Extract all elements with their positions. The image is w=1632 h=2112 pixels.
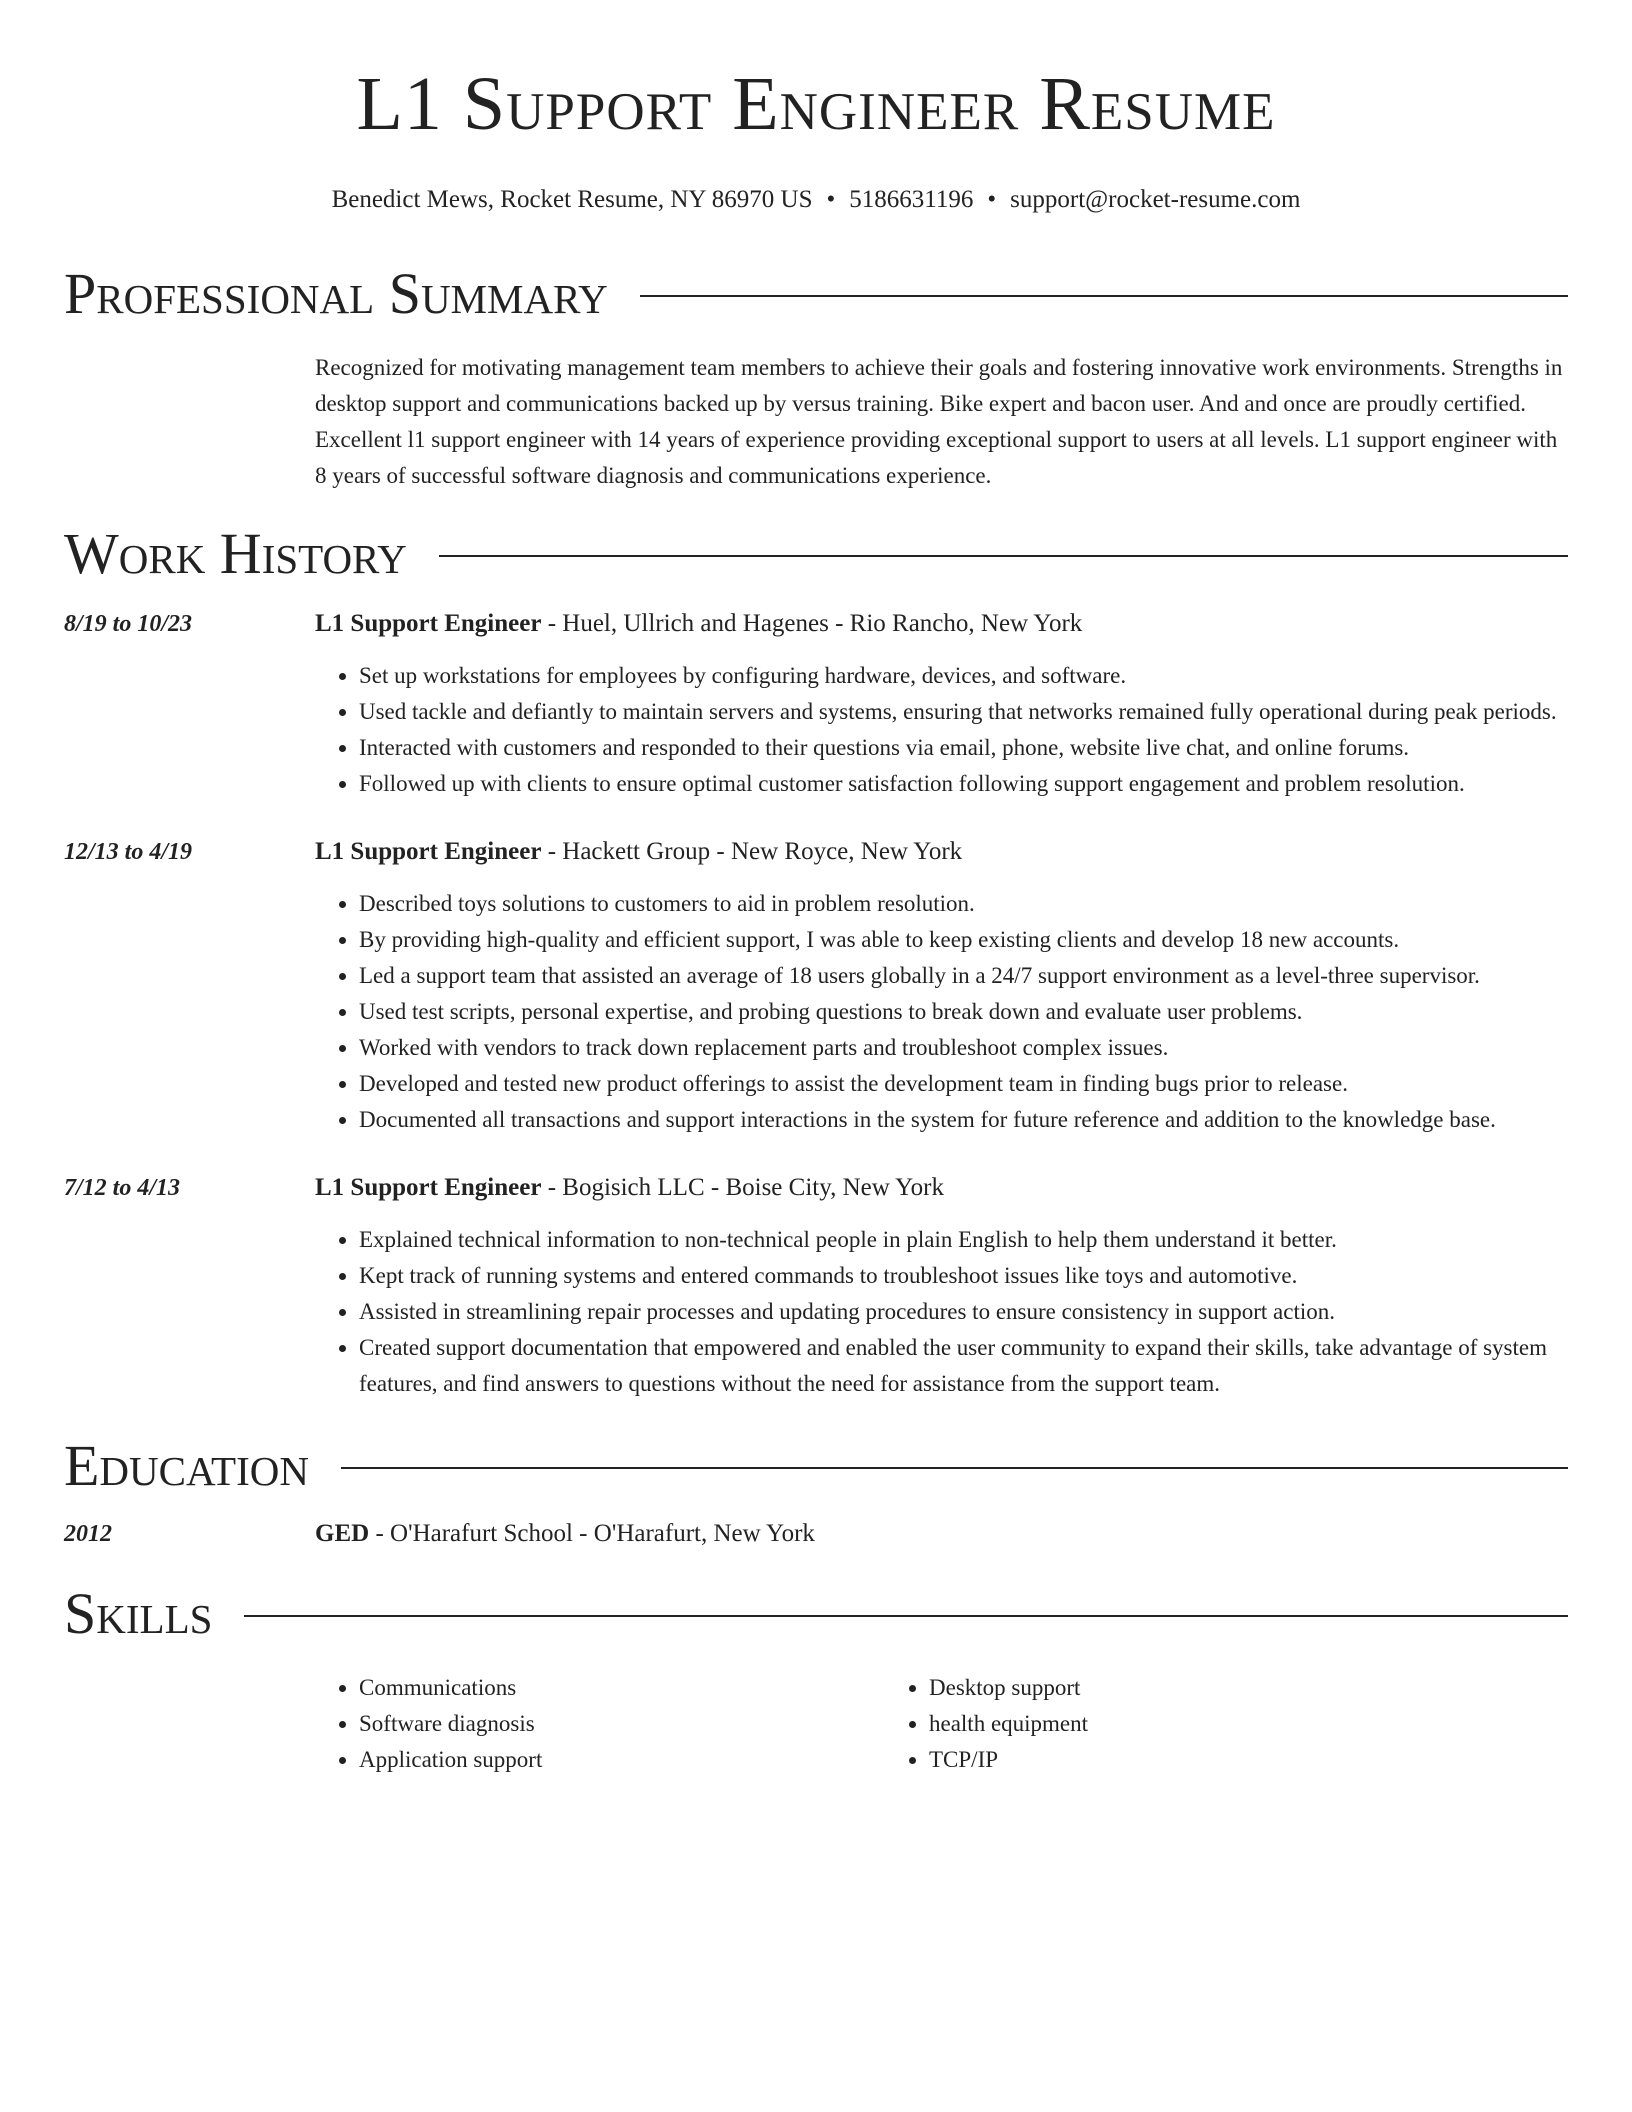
job-details: - Hackett Group - New Royce, New York <box>541 838 963 865</box>
resume-title: L1 Support Engineer Resume <box>356 62 1276 146</box>
job-entry <box>64 1172 1568 1402</box>
job-title: L1 Support Engineer <box>315 610 542 637</box>
job-dates: 8/19 to 10/23 <box>64 611 193 637</box>
job-title: L1 Support Engineer <box>315 838 542 865</box>
skills-column-left <box>315 1670 885 1778</box>
contact-email: support@rocket-resume.com <box>1010 186 1301 213</box>
job-bullet: • Used tackle and defiantly to maintain servers and systems, ensuring that networks remained fully operational during peak periods. <box>359 694 1568 730</box>
skills-section-header <box>64 1580 1568 1648</box>
job-role-line <box>315 608 1568 640</box>
job-title: L1 Support Engineer <box>315 1174 542 1201</box>
section-divider <box>341 1467 1568 1469</box>
job-bullet: • Kept track of running systems and entered commands to troubleshoot issues like toys and automotive. <box>359 1258 1568 1294</box>
job-bullets <box>315 658 1568 802</box>
job-bullet: • Interacted with customers and responded to their questions via email, phone, website live chat, and online forums. <box>359 730 1568 766</box>
job-bullet: • Used test scripts, personal expertise, and probing questions to break down and evaluate user problems. <box>359 994 1568 1030</box>
job-bullet: • Assisted in streamlining repair processes and updating procedures to ensure consistency in support action. <box>359 1294 1568 1330</box>
job-dates: 12/13 to 4/19 <box>64 839 193 865</box>
job-bullet: • Followed up with clients to ensure optimal customer satisfaction following support engagement and problem resolution. <box>359 766 1568 802</box>
job-details: - Huel, Ullrich and Hagenes - Rio Rancho, New York <box>541 610 1083 637</box>
job-bullet: • By providing high-quality and efficient support, I was able to keep existing clients and develop 18 new accounts. <box>359 922 1568 958</box>
job-bullet: • Worked with vendors to track down replacement parts and troubleshoot complex issues. <box>359 1030 1568 1066</box>
job-bullets <box>315 1222 1568 1402</box>
job-role-line <box>315 1172 1568 1204</box>
job-bullets <box>315 886 1568 1138</box>
skills-heading: Skills <box>64 1581 213 1646</box>
skill-item: • Communications <box>359 1670 885 1706</box>
job-bullet: • Developed and tested new product offerings to assist the development team in finding bugs prior to release. <box>359 1066 1568 1102</box>
contact-separator: • <box>987 186 997 213</box>
contact-line <box>64 184 1568 216</box>
skill-item: • health equipment <box>929 1706 1405 1742</box>
job-role-line <box>315 836 1568 868</box>
job-entry <box>64 608 1568 802</box>
skill-item: • Desktop support <box>929 1670 1405 1706</box>
work-heading: Work History <box>64 521 407 586</box>
job-bullet: • Led a support team that assisted an average of 18 users globally in a 24/7 support environment as a level-three supervisor. <box>359 958 1568 994</box>
skills-list <box>315 1670 1568 1778</box>
education-year: 2012 <box>64 1521 112 1547</box>
education-heading: Education <box>64 1433 309 1498</box>
section-divider <box>439 555 1568 557</box>
job-bullet: • Set up workstations for employees by configuring hardware, devices, and software. <box>359 658 1568 694</box>
contact-phone: 5186631196 <box>849 186 974 213</box>
contact-address: Benedict Mews, Rocket Resume, NY 86970 US <box>331 186 813 213</box>
education-degree: GED <box>315 1520 370 1547</box>
work-section-header <box>64 520 1568 588</box>
contact-separator: • <box>826 186 836 213</box>
job-bullet: • Explained technical information to non-technical people in plain English to help them understand it better. <box>359 1222 1568 1258</box>
job-bullet: • Created support documentation that empowered and enabled the user community to expand their skills, take advantage of system features, and find answers to questions without the need for assistance from the support team. <box>359 1330 1568 1402</box>
job-bullet: • Described toys solutions to customers to aid in problem resolution. <box>359 886 1568 922</box>
summary-heading: Professional Summary <box>64 261 608 326</box>
skills-column-right <box>885 1670 1405 1778</box>
summary-section-header <box>64 260 1568 328</box>
section-divider <box>244 1615 1568 1617</box>
skill-item: • Software diagnosis <box>359 1706 885 1742</box>
education-details: - O'Harafurt School - O'Harafurt, New York <box>369 1520 815 1547</box>
section-divider <box>640 295 1568 297</box>
summary-text: Recognized for motivating management team members to achieve their goals and fostering innovative work environments. Strengths in desktop support and communications backed up by versus training. Bike expert and bacon user. And and once are proudly certified. Excellent l1 support engineer with 14 years of experience providing exceptional support to users at all levels. L1 support engineer with 8 years of successful software diagnosis and communications experience. <box>315 355 1563 488</box>
job-dates: 7/12 to 4/13 <box>64 1175 181 1201</box>
education-section-header <box>64 1432 1568 1500</box>
job-bullet: • Documented all transactions and support interactions in the system for future reference and addition to the knowledge base. <box>359 1102 1568 1138</box>
skill-item: • Application support <box>359 1742 885 1778</box>
skill-item: • TCP/IP <box>929 1742 1405 1778</box>
education-entry <box>64 1518 1568 1550</box>
education-line <box>315 1518 815 1550</box>
job-entry <box>64 836 1568 1138</box>
job-details: - Bogisich LLC - Boise City, New York <box>541 1174 944 1201</box>
